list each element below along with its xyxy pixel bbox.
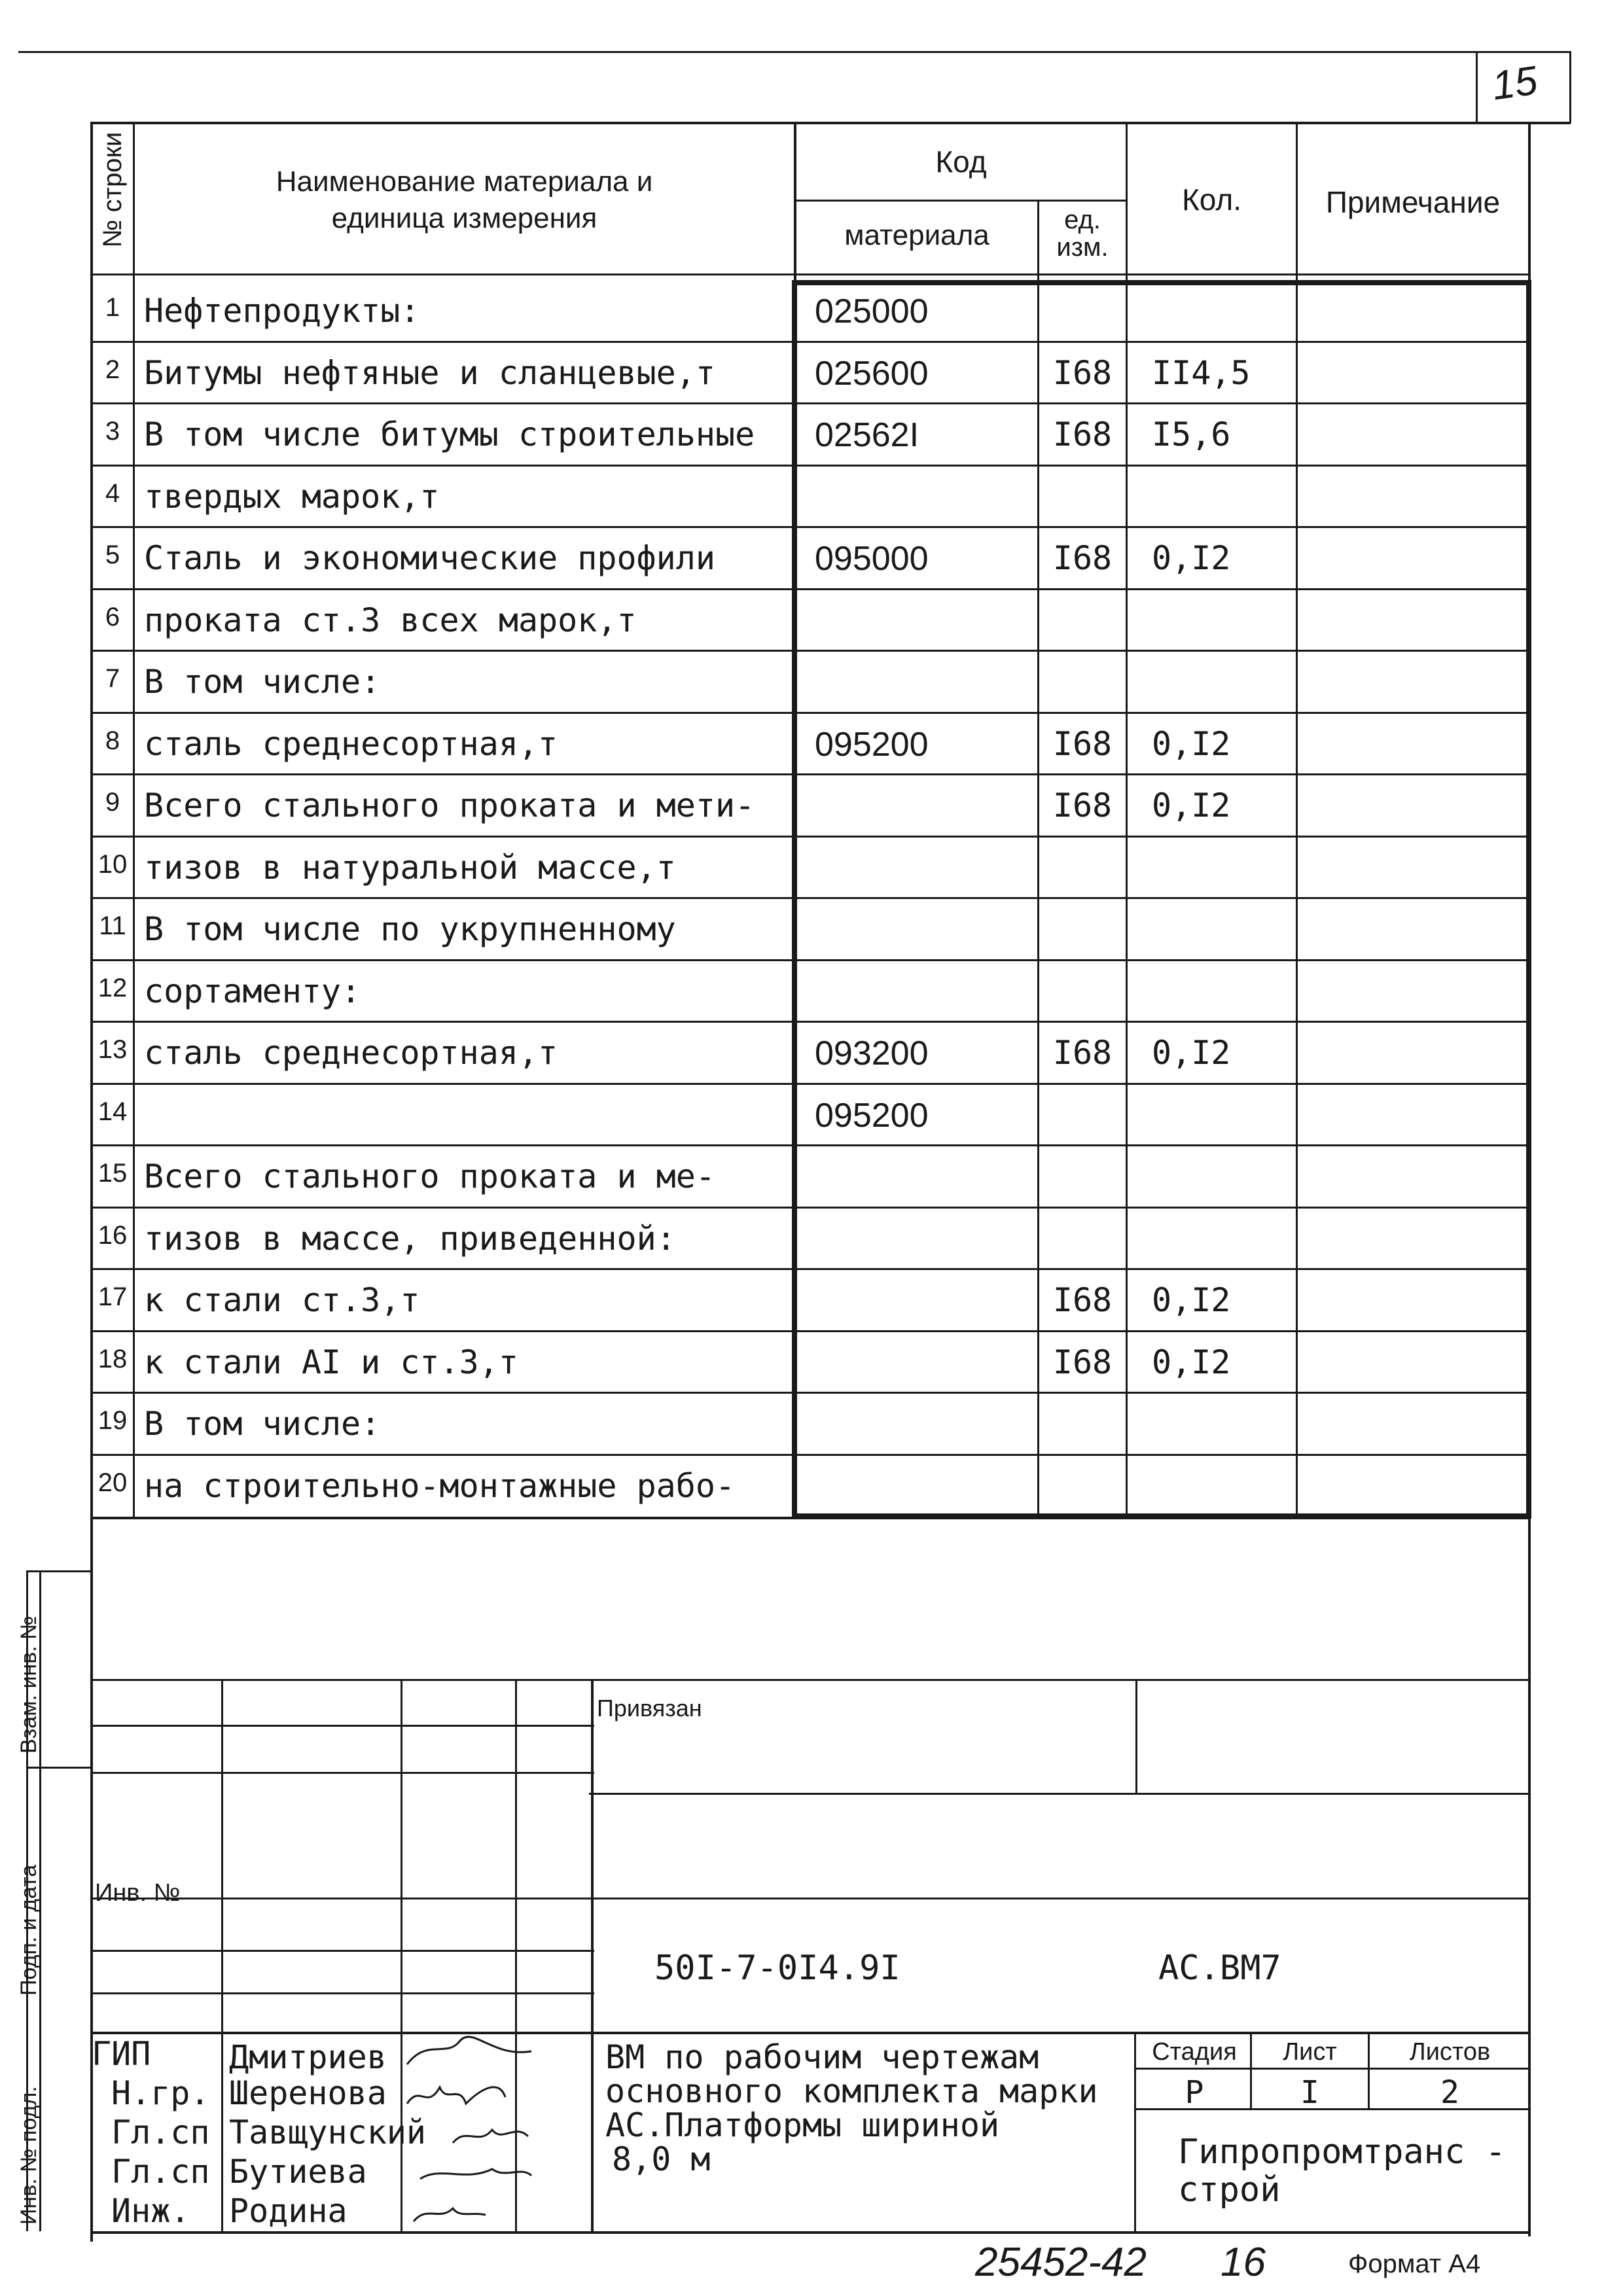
row-qty: 0,I2: [1152, 786, 1231, 825]
role-2: Гл.сп: [111, 2113, 210, 2151]
frame-right-outer: [1569, 51, 1571, 123]
row-number: 7: [105, 664, 120, 694]
row-name: В том числе по укрупненному: [144, 910, 676, 949]
header-material: материала: [844, 219, 990, 251]
tb-v-1: [221, 1679, 223, 2232]
row-code: 095000: [815, 540, 929, 578]
margin-fragment-podp: Подп. и дата: [16, 1864, 41, 1996]
row-separator: [90, 1207, 1530, 1209]
privyazan-label: Привязан: [597, 1695, 702, 1722]
org-name: [1178, 2133, 1506, 2209]
row-separator: [90, 526, 1530, 528]
tb-line-7: [90, 2032, 1530, 2034]
row-name: сортаменту:: [144, 972, 361, 1010]
row-number: 15: [98, 1159, 128, 1188]
person-4: Родина: [229, 2192, 348, 2230]
row-name: сталь среднесортная,т: [144, 1034, 558, 1072]
margin-stamp-top: [26, 1570, 92, 1572]
tb-v-5: [1135, 1679, 1137, 1793]
tb-line-5: [90, 1898, 1530, 1899]
row-unit: I68: [1052, 353, 1113, 392]
row-name: на строительно-монтажные рабо-: [144, 1466, 736, 1505]
row-separator: [90, 959, 1530, 961]
person-2: Тавщунский: [229, 2113, 427, 2151]
row-number: 12: [98, 973, 128, 1002]
row-name: В том числе:: [144, 663, 381, 701]
row-qty: 0,I2: [1152, 724, 1231, 763]
row-number: 10: [98, 849, 128, 879]
row-name: сталь среднесортная,т: [144, 724, 558, 763]
row-separator: [90, 1330, 1530, 1332]
row-qty: 0,I2: [1152, 1034, 1231, 1072]
row-separator: [90, 773, 1530, 775]
row-code: 02562I: [815, 416, 919, 455]
header-name-line1: Наименование материала и: [276, 166, 653, 198]
tb-v-6: [1134, 2032, 1136, 2231]
header-code: Код: [935, 145, 987, 179]
row-code: 025600: [815, 354, 929, 393]
row-number: 2: [105, 355, 120, 384]
row-number: 4: [105, 478, 120, 508]
role-4: Инж.: [111, 2192, 190, 2230]
row-separator: [90, 1454, 1530, 1456]
row-unit: I68: [1052, 1281, 1113, 1320]
row-name: к стали ст.3,т: [144, 1281, 420, 1320]
tb-line-6: [90, 1992, 594, 1994]
role-3: Гл.сп: [111, 2153, 210, 2191]
row-name: Всего стального проката и ме-: [144, 1157, 715, 1196]
signature-inzh: [414, 2208, 486, 2221]
tb-line-4: [90, 1772, 594, 1774]
doc-title-line1: ВМ по рабочим чертежам: [605, 2038, 1039, 2076]
row-name: Битумы нефтяные и сланцевые,т: [144, 353, 715, 392]
row-separator: [90, 341, 1530, 343]
inv-no-label: Инв. №: [95, 1879, 181, 1907]
row-number: 13: [98, 1035, 128, 1065]
margin-fragment-vzam: Взам. инв. №: [16, 1616, 41, 1754]
row-code: 025000: [815, 292, 929, 331]
row-name: Сталь и экономические профили: [144, 539, 715, 578]
margin-stamp-mid: [26, 1767, 92, 1769]
row-qty: II4,5: [1152, 353, 1251, 392]
page-top-border: [18, 51, 1571, 53]
row-separator: [90, 897, 1530, 899]
row-unit: I68: [1052, 539, 1113, 578]
row-separator: [90, 1083, 1530, 1085]
row-name: к стали АI и ст.3,т: [144, 1343, 518, 1381]
sheets-value: 2: [1440, 2074, 1459, 2111]
row-name: проката ст.3 всех марок,т: [144, 601, 637, 639]
row-number: 3: [105, 417, 120, 446]
tb-line-1: [90, 1679, 1530, 1681]
row-number: 14: [98, 1097, 128, 1126]
person-3: Бутиева: [229, 2153, 367, 2191]
tb-line-8: [90, 2231, 1530, 2234]
frame-top: [90, 122, 1571, 124]
sheet-value: I: [1300, 2074, 1319, 2111]
tb-v-4: [591, 1679, 594, 2232]
tb-line-9: [90, 1950, 594, 1952]
archive-number: 25452-42: [975, 2240, 1147, 2285]
row-separator: [90, 1392, 1530, 1394]
row-separator: [90, 836, 1530, 838]
header-name-line2: единица измерения: [331, 202, 597, 234]
doc-title: [605, 2040, 1098, 2176]
row-qty: 0,I2: [1152, 1281, 1231, 1320]
doc-title-line4: 8,0 м: [612, 2140, 711, 2178]
row-unit: I68: [1052, 415, 1113, 454]
row-name: В том числе:: [144, 1405, 381, 1443]
tb-line-2: [90, 1725, 594, 1727]
row-number: 18: [98, 1344, 128, 1373]
org-name-line2: строй: [1178, 2170, 1281, 2210]
row-number: 1: [105, 293, 120, 323]
signature-gip: [407, 2037, 531, 2064]
doc-title-line2: основного комплекта марки: [605, 2072, 1098, 2110]
sheet-label: Лист: [1283, 2038, 1337, 2066]
row-code: 095200: [815, 1096, 929, 1135]
row-unit: I68: [1052, 724, 1113, 763]
row-name: Нефтепродукты:: [144, 292, 420, 330]
header-note: Примечание: [1325, 185, 1501, 219]
row-code: 095200: [815, 725, 929, 764]
row-name: Всего стального проката и мети-: [144, 786, 755, 825]
stage-value: Р: [1185, 2074, 1204, 2111]
page-number: 16: [1221, 2240, 1266, 2285]
col-sep-rownum: [133, 122, 135, 1519]
tb-stage-line-1: [1134, 2068, 1530, 2070]
signature-glsp1: [453, 2130, 528, 2143]
row-number: 9: [105, 788, 120, 817]
row-code: 093200: [815, 1034, 929, 1073]
row-separator: [90, 465, 1530, 467]
doc-title-line3: АС.Платформы шириной: [605, 2106, 1000, 2144]
table-bottom: [90, 1517, 1530, 1519]
row-unit: I68: [1052, 786, 1113, 825]
row-number: 8: [105, 726, 120, 755]
row-number: 17: [98, 1282, 128, 1312]
header-row-no: № строки: [98, 132, 127, 248]
header-unit: [1039, 206, 1126, 261]
person-1: Шеренова: [229, 2074, 387, 2112]
row-qty: I5,6: [1152, 415, 1231, 454]
signatures-drawing: [401, 2032, 544, 2231]
row-number: 19: [98, 1406, 128, 1436]
sheets-label: Листов: [1409, 2038, 1491, 2066]
row-number: 20: [98, 1468, 128, 1497]
margin-fragment-inv: Инв. № подл.: [16, 2086, 41, 2225]
header-bottom: [90, 274, 1530, 275]
header-unit-line1: ед.: [1064, 205, 1101, 234]
row-name: твердых марок,т: [144, 477, 440, 516]
row-separator: [90, 650, 1530, 652]
row-separator: [90, 1144, 1530, 1146]
doc-code: 50I-7-0I4.9I: [654, 1949, 901, 1988]
row-qty: 0,I2: [1152, 539, 1231, 578]
role-1: Н.гр.: [111, 2074, 210, 2112]
role-0: ГИП: [92, 2035, 151, 2073]
sheet-mark: 15: [1489, 58, 1541, 109]
sheet-mark-box-left: [1476, 51, 1478, 123]
doc-mark: АС.ВМ7: [1158, 1949, 1281, 1988]
header-unit-line2: изм.: [1056, 233, 1109, 262]
row-separator: [90, 1268, 1530, 1270]
row-name: тизов в натуральной массе,т: [144, 848, 676, 887]
row-name: В том числе битумы строительные: [144, 415, 755, 454]
header-name: [135, 164, 794, 237]
header-qty: Кол.: [1182, 183, 1241, 217]
row-qty: 0,I2: [1152, 1343, 1231, 1381]
row-name: тизов в массе, приведенной:: [144, 1219, 676, 1258]
row-unit: I68: [1052, 1034, 1113, 1072]
signature-ngr: [407, 2087, 505, 2104]
row-unit: I68: [1052, 1343, 1113, 1381]
stage-label: Стадия: [1152, 2038, 1237, 2066]
person-0: Дмитриев: [229, 2038, 387, 2076]
row-number: 6: [105, 602, 120, 631]
signature-glsp2: [420, 2169, 531, 2179]
row-number: 16: [98, 1220, 128, 1250]
format-label: Формат А4: [1348, 2250, 1481, 2278]
row-separator: [90, 712, 1530, 714]
row-separator: [90, 588, 1530, 590]
header-code-split: [794, 200, 1126, 202]
row-separator: [90, 1021, 1530, 1023]
row-number: 11: [99, 911, 126, 941]
row-separator: [90, 402, 1530, 404]
org-name-line1: Гипропромтранс -: [1178, 2132, 1506, 2172]
tb-line-3: [589, 1793, 1530, 1795]
row-number: 5: [105, 540, 120, 570]
